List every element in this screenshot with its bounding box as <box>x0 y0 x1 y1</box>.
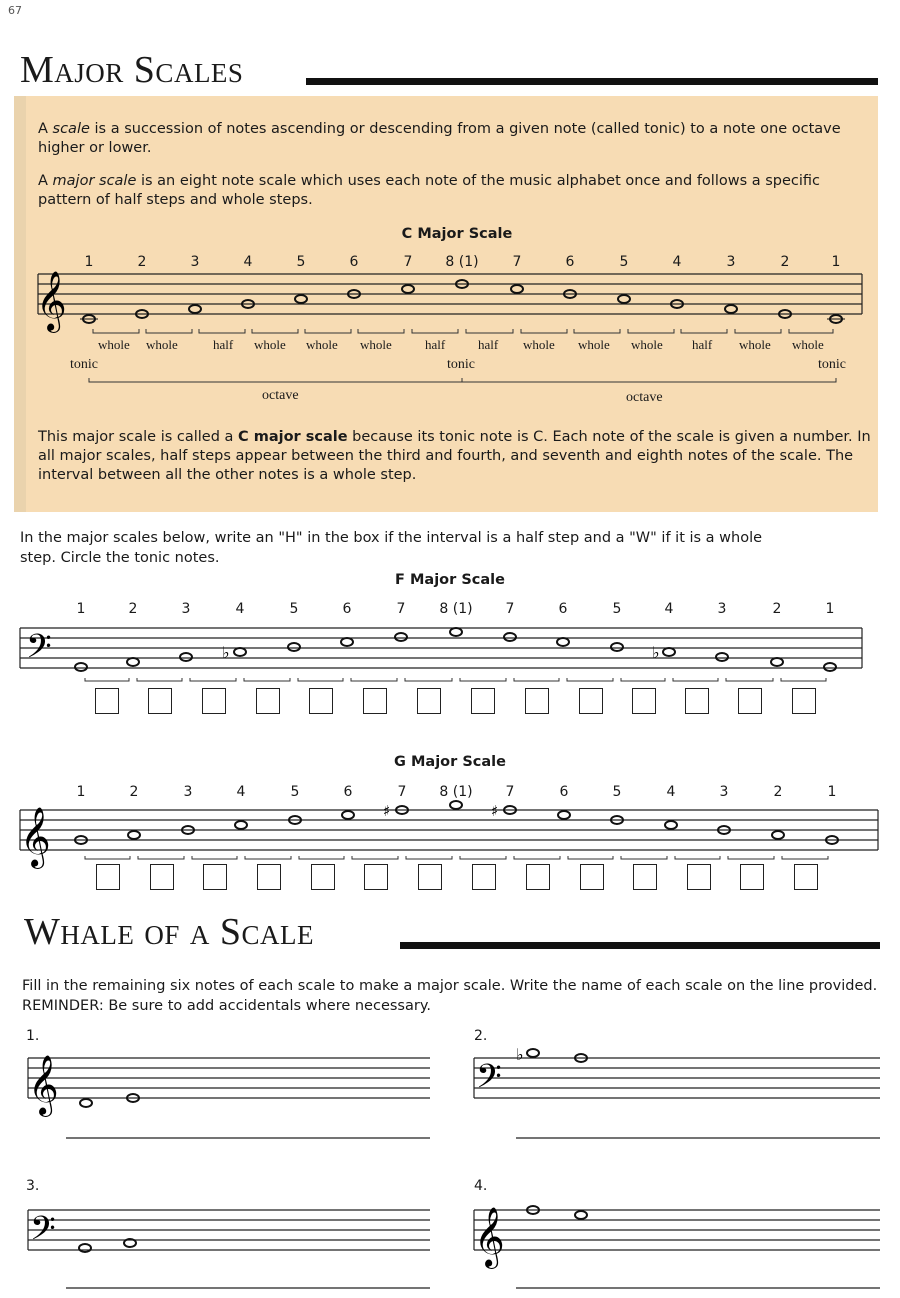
exercise-number: 4. <box>474 1178 488 1194</box>
scale-degree: 4 <box>235 601 245 617</box>
answer-box[interactable] <box>309 688 333 714</box>
sharp-sign: ♯ <box>491 802 499 820</box>
answer-box[interactable] <box>311 864 335 890</box>
scale-degree: 2 <box>137 254 147 270</box>
scale-degree: 1 <box>76 601 86 617</box>
treble-clef-icon: 𝄞 <box>36 271 67 331</box>
answer-box[interactable] <box>418 864 442 890</box>
flat-sign: ♭ <box>222 643 230 662</box>
answer-box[interactable] <box>687 864 711 890</box>
tonic-label-end: tonic <box>818 357 846 372</box>
answer-box[interactable] <box>417 688 441 714</box>
scale-degree: 5 <box>289 601 299 617</box>
scale-degree: 4 <box>664 601 674 617</box>
answer-box[interactable] <box>685 688 709 714</box>
bass-clef-icon: 𝄢 <box>30 1210 56 1256</box>
scale-degree: 1 <box>825 601 835 617</box>
bass-clef-icon: 𝄢 <box>476 1058 502 1104</box>
g-scale-notes <box>75 801 838 844</box>
scale-degree: 7 <box>505 601 515 617</box>
interval-label: half <box>478 337 499 352</box>
major-scale-definition: A major scale is an eight note scale which uses each note of the music alphabet once and follows a specific pattern of half steps and whole steps. <box>38 173 821 208</box>
answer-box[interactable] <box>740 864 764 890</box>
octave-label-right: octave <box>626 390 663 405</box>
interval-brackets <box>89 329 836 382</box>
scale-degree: 5 <box>619 254 629 270</box>
scale-definition: A scale is a succession of notes ascending or descending from a given note (called tonic) to a note one octave higher or lower. <box>38 121 841 156</box>
interval-label: half <box>692 337 713 352</box>
scale-degree: 4 <box>672 254 682 270</box>
scale-degree: 8 (1) <box>439 601 473 617</box>
note-b4 <box>511 285 523 293</box>
scale-degree: 7 <box>396 601 406 617</box>
answer-box[interactable] <box>150 864 174 890</box>
interval-label: whole <box>98 337 130 352</box>
scale-degree: 3 <box>726 254 736 270</box>
answer-box[interactable] <box>472 864 496 890</box>
exercise-number: 3. <box>26 1178 40 1194</box>
g-interval-brackets <box>85 856 828 859</box>
c-scale-title: C Major Scale <box>401 226 513 242</box>
scale-degree: 4 <box>666 784 676 800</box>
scale-degree: 6 <box>559 784 569 800</box>
answer-box[interactable] <box>256 688 280 714</box>
answer-box[interactable] <box>364 864 388 890</box>
answer-box[interactable] <box>580 864 604 890</box>
note-b4 <box>402 285 414 293</box>
scale-degree: 5 <box>290 784 300 800</box>
scale-degree: 6 <box>343 784 353 800</box>
note-e4 <box>725 305 737 313</box>
answer-box[interactable] <box>579 688 603 714</box>
scale-degree: 3 <box>181 601 191 617</box>
scale-degree: 2 <box>780 254 790 270</box>
scale-degree: 1 <box>827 784 837 800</box>
term-c-major-scale: C major scale <box>238 429 348 445</box>
answer-box[interactable] <box>471 688 495 714</box>
answer-box[interactable] <box>202 688 226 714</box>
treble-clef-icon: 𝄞 <box>20 807 51 867</box>
scale-degree: 6 <box>565 254 575 270</box>
scale-degree: 2 <box>129 784 139 800</box>
interval-label: whole <box>360 337 392 352</box>
octave-label-left: octave <box>262 388 299 403</box>
scale-degree: 1 <box>84 254 94 270</box>
scale-degree: 1 <box>831 254 841 270</box>
exercise-number: 2. <box>474 1028 488 1044</box>
scale-degree: 2 <box>772 601 782 617</box>
answer-box[interactable] <box>95 688 119 714</box>
exercise-number: 1. <box>26 1028 40 1044</box>
scale-degree: 2 <box>128 601 138 617</box>
scale-degree: 8 (1) <box>439 784 473 800</box>
exercise-3-staff <box>28 1210 430 1288</box>
scale-degree: 5 <box>296 254 306 270</box>
scale-degree: 7 <box>403 254 413 270</box>
interval-label: whole <box>254 337 286 352</box>
c-scale-notes <box>80 280 845 323</box>
scale-degree: 6 <box>349 254 359 270</box>
answer-box[interactable] <box>525 688 549 714</box>
section-title-whale-of-a-scale: Whale of a Scale <box>24 911 314 953</box>
c-major-staff <box>38 274 862 314</box>
exercise-1-instructions: In the major scales below, write an "H" in the box if the interval is a half step and a "W" if it is a whole step. Circle the tonic notes. <box>20 530 763 566</box>
note-e4 <box>189 305 201 313</box>
scale-degree: 3 <box>719 784 729 800</box>
note-g4 <box>295 295 307 303</box>
term-major-scale: major scale <box>52 173 137 189</box>
interval-label: whole <box>792 337 824 352</box>
scale-degree: 6 <box>558 601 568 617</box>
interval-label: whole <box>739 337 771 352</box>
scale-degree: 4 <box>236 784 246 800</box>
scale-degree: 7 <box>505 784 515 800</box>
scale-degree: 4 <box>243 254 253 270</box>
answer-box[interactable] <box>794 864 818 890</box>
f-scale-title: F Major Scale <box>395 572 505 588</box>
exercise-4-notes <box>527 1206 587 1219</box>
treble-clef-icon: 𝄞 <box>474 1207 505 1267</box>
tonic-label-middle: tonic <box>447 357 475 372</box>
scale-degree: 7 <box>397 784 407 800</box>
interval-label: whole <box>146 337 178 352</box>
exercise-2-notes <box>527 1049 587 1062</box>
flat-sign: ♭ <box>652 643 660 662</box>
page-number: 67 <box>8 4 22 17</box>
scale-degree: 5 <box>612 784 622 800</box>
treble-clef-icon: 𝄞 <box>28 1055 59 1115</box>
exercise-1-notes <box>80 1094 139 1107</box>
exercise-1-staff <box>28 1058 430 1138</box>
answer-box[interactable] <box>633 864 657 890</box>
interval-label: whole <box>306 337 338 352</box>
scale-degree: 8 (1) <box>445 254 479 270</box>
c-major-explanation: This major scale is called a C major scale because its tonic note is C. Each note of the scale is given a number. In all major scales, half steps appear between the third and fourth, and seventh and eighth notes of the scale. The interval between all the other notes is a whole step. <box>38 429 871 483</box>
answer-box[interactable] <box>96 864 120 890</box>
answer-box[interactable] <box>148 688 172 714</box>
answer-box[interactable] <box>738 688 762 714</box>
section-title-major-scales: Major Scales <box>20 49 244 91</box>
note-g4 <box>618 295 630 303</box>
title-rule <box>400 942 880 949</box>
answer-box[interactable] <box>632 688 656 714</box>
interval-label: half <box>213 337 234 352</box>
exercise-2-instructions: Fill in the remaining six notes of each scale to make a major scale. Write the name of each scale on the line provided. REMINDER: Be sure to add accidentals where necessary. <box>22 978 878 1014</box>
scale-degree: 3 <box>190 254 200 270</box>
answer-box[interactable] <box>792 688 816 714</box>
f-interval-brackets <box>85 678 826 681</box>
term-scale: scale <box>52 121 90 137</box>
scale-degree: 7 <box>512 254 522 270</box>
interval-label: half <box>425 337 446 352</box>
interval-label: whole <box>523 337 555 352</box>
scale-degree: 2 <box>773 784 783 800</box>
answer-box[interactable] <box>526 864 550 890</box>
exercise-2-staff <box>474 1058 880 1138</box>
scale-degree: 3 <box>183 784 193 800</box>
scale-degree: 5 <box>612 601 622 617</box>
sharp-sign: ♯ <box>383 802 391 820</box>
scale-degree: 3 <box>717 601 727 617</box>
scale-degree: 6 <box>342 601 352 617</box>
f-major-staff <box>20 628 862 668</box>
scale-degree: 1 <box>76 784 86 800</box>
f-scale-notes <box>75 628 836 671</box>
answer-box[interactable] <box>363 688 387 714</box>
answer-box[interactable] <box>257 864 281 890</box>
answer-box[interactable] <box>203 864 227 890</box>
bass-clef-icon: 𝄢 <box>26 628 52 674</box>
interval-label: whole <box>578 337 610 352</box>
interval-label: whole <box>631 337 663 352</box>
exercise-4-staff <box>474 1210 880 1288</box>
flat-sign: ♭ <box>516 1045 524 1064</box>
g-major-staff <box>20 810 878 850</box>
g-scale-title: G Major Scale <box>394 754 506 770</box>
tonic-label-start: tonic <box>70 357 98 372</box>
